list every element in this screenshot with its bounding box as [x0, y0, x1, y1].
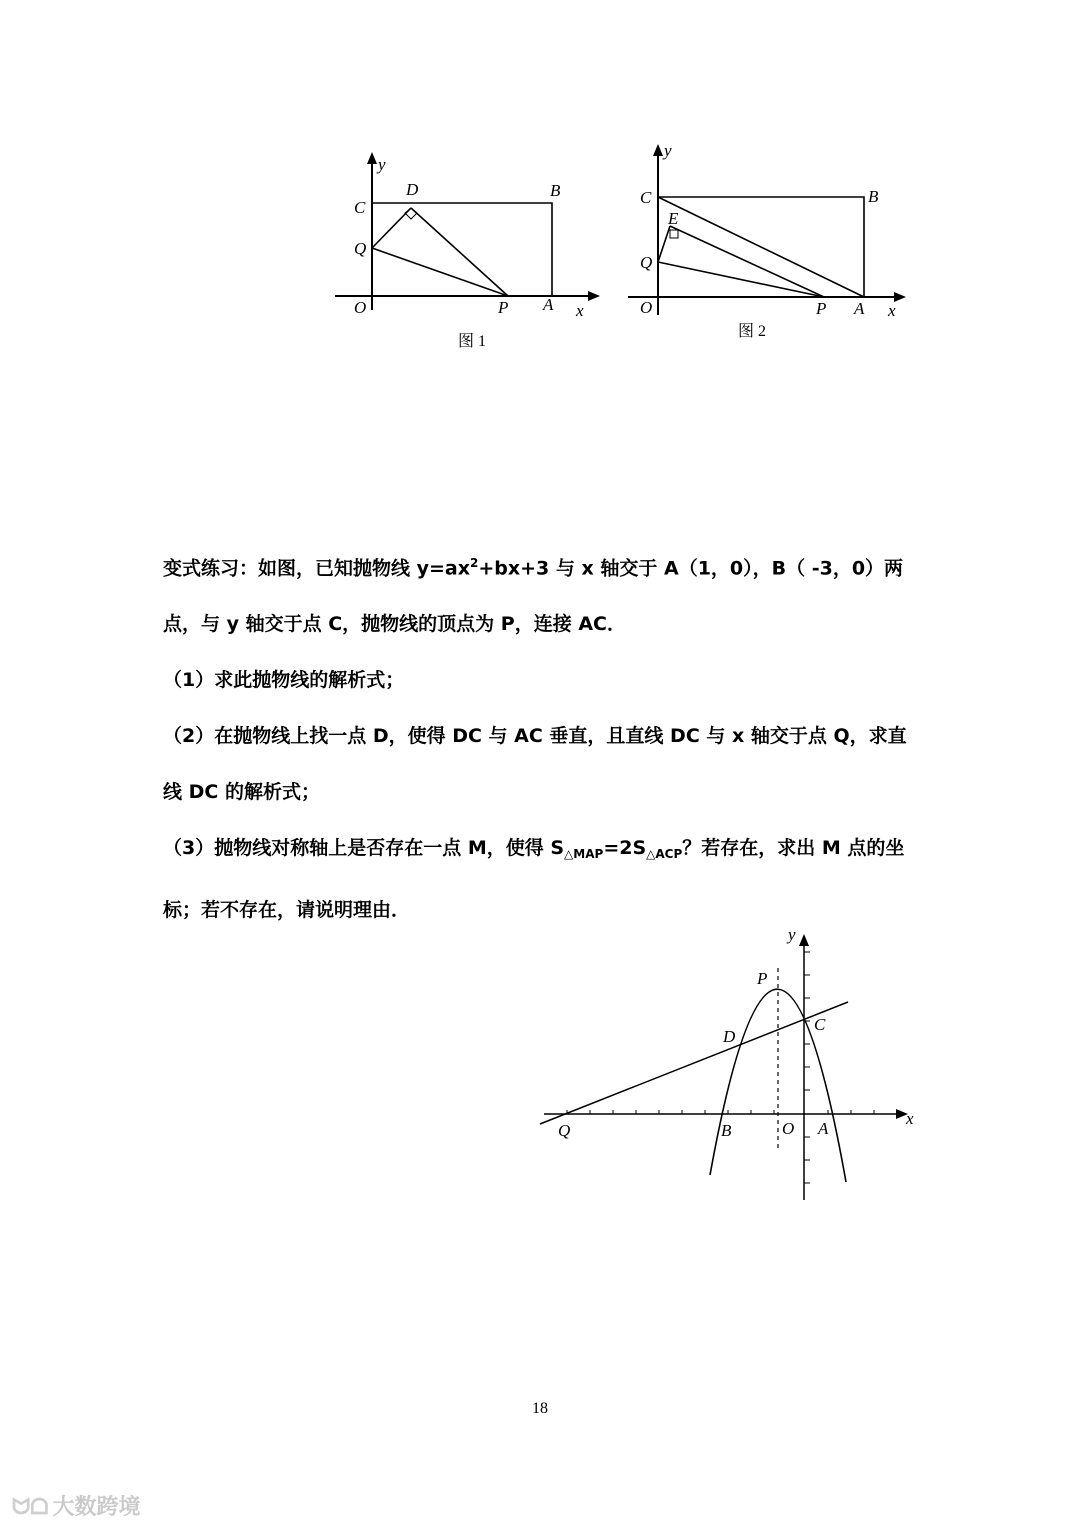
fig2-label-o: O [640, 298, 653, 317]
fig1-label-q: Q [354, 239, 367, 258]
fig3-label-o: O [782, 1119, 795, 1138]
fig3-label-q: Q [558, 1121, 571, 1140]
fig2-label-b: B [868, 187, 879, 206]
problem-text [163, 535, 923, 938]
fig2-label-y: y [664, 141, 672, 160]
fig2-caption: 图 2 [738, 323, 767, 340]
problem-intro: 变式练习：如图，已知抛物线 $y=ax^2+bx+3$ 与 x 轴交于 A（1，0），B（ -3，0）两点，与 y 轴交于点 C，抛物线的顶点为 P，连接 AC． [163, 556, 904, 636]
watermark-text: 大数跨境 [52, 1495, 141, 1520]
question-1: （1）求此抛物线的解析式； [163, 669, 405, 692]
fig1-label-x: x [576, 301, 584, 320]
fig3-label-c: C [814, 1015, 826, 1034]
watermark [12, 1490, 141, 1521]
fig3-label-y: y [788, 925, 796, 944]
fig3-label-p: P [757, 969, 768, 988]
fig1-caption: 图 1 [458, 333, 487, 350]
figure-2 [620, 140, 920, 350]
fig1-label-b: B [550, 181, 561, 200]
fig3-label-x: x [906, 1109, 914, 1128]
question-2: （2）在抛物线上找一点 D，使得 DC 与 AC 垂直，且直线 DC 与 x 轴交于点 Q，求直线 DC 的解析式； [163, 725, 907, 804]
fig2-label-x: x [888, 301, 896, 320]
fig2-label-q: Q [640, 253, 653, 272]
fig1-label-y: y [378, 155, 386, 174]
fig2-label-c: C [640, 188, 652, 207]
fig2-label-a: A [854, 299, 865, 318]
fig3-label-d: D [723, 1027, 736, 1046]
figure-3 [530, 920, 930, 1210]
fig2-label-e: E [668, 209, 679, 228]
fig3-label-a: A [818, 1119, 829, 1138]
watermark-logo-icon: ᗢᗝ [12, 1495, 49, 1520]
fig1-label-d: D [406, 180, 419, 199]
fig1-label-p: P [498, 298, 509, 317]
question-3: （3）抛物线对称轴上是否存在一点 M，使得 $S_{\triangle MAP}=2S_{\triangle ACP}$？若存在，求出 M 点的坐标；若不存在，请说明理由． [163, 837, 905, 922]
fig1-label-c: C [354, 198, 366, 217]
figure-1 [330, 150, 610, 360]
fig2-label-p: P [816, 299, 827, 318]
fig3-label-b: B [721, 1121, 732, 1140]
fig1-label-o: O [354, 298, 367, 317]
fig1-label-a: A [543, 295, 554, 314]
page-number: 18 [532, 1400, 548, 1417]
